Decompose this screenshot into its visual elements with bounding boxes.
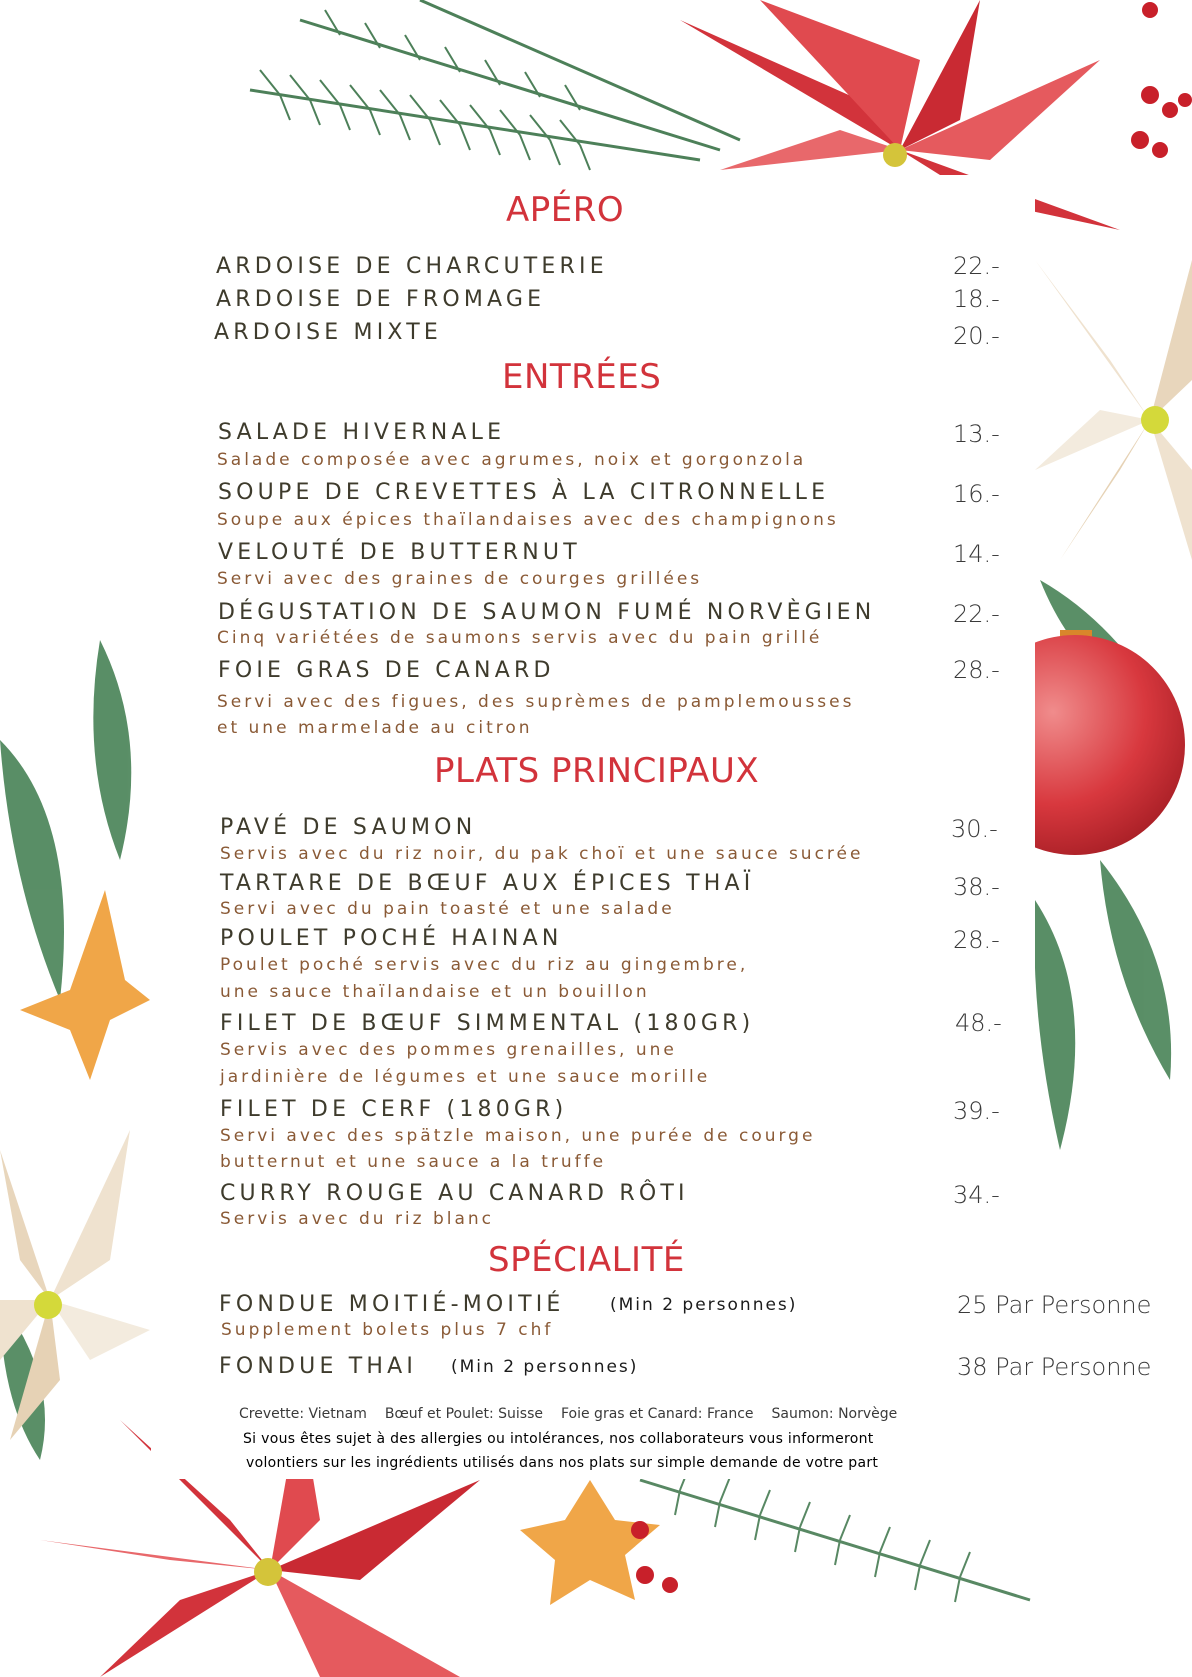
menu-item-description: Soupe aux épices thaïlandaises avec des champignons	[217, 510, 839, 530]
menu-item-description: Servis avec des pommes grenailles, une	[220, 1040, 677, 1060]
menu-item-price: 39.-	[953, 1097, 1000, 1125]
menu-item-price: 16.-	[953, 480, 1000, 508]
menu-item-name: PAVÉ DE SAUMON	[220, 815, 477, 840]
menu-item-name: ARDOISE MIXTE	[214, 320, 443, 345]
menu-item-price: 48.-	[955, 1009, 1002, 1037]
menu-item-name: FILET DE BŒUF SIMMENTAL (180GR)	[220, 1011, 755, 1036]
menu-item-price: 28.-	[953, 656, 1000, 684]
menu-item-description: butternut et une sauce a la truffe	[220, 1152, 607, 1172]
menu-item-name: ARDOISE DE CHARCUTERIE	[216, 254, 608, 279]
berries-icon	[631, 1521, 678, 1593]
pine-branch-icon	[250, 0, 740, 170]
menu-item-description: jardinière de légumes et une sauce morille	[220, 1067, 711, 1087]
section-title-apero: APÉRO	[506, 190, 625, 230]
menu-item-price: 22.-	[953, 600, 1000, 628]
menu-item-name: ARDOISE DE FROMAGE	[216, 287, 546, 312]
menu-item-name: FILET DE CERF (180GR)	[220, 1097, 568, 1122]
origins-line	[239, 1406, 915, 1422]
section-title-entrees: ENTRÉES	[502, 357, 662, 397]
menu-item-name: FOIE GRAS DE CANARD	[218, 658, 555, 683]
star-icon	[520, 1480, 660, 1605]
section-title-specialite: SPÉCIALITÉ	[488, 1240, 685, 1280]
menu-item-price: 20.-	[953, 322, 1000, 350]
menu-item-name: DÉGUSTATION DE SAUMON FUMÉ NORVÈGIEN	[218, 600, 876, 625]
menu-item-description: Supplement bolets plus 7 chf	[221, 1320, 554, 1340]
menu-item-name: TARTARE DE BŒUF AUX ÉPICES THAÏ	[220, 871, 755, 896]
menu-item-description: Cinq variétées de saumons servis avec du pain grillé	[217, 628, 823, 648]
menu-item-description: Servi avec des spätzle maison, une purée de courge	[220, 1126, 816, 1146]
menu-item-description: Servis avec du riz noir, du pak choï et une sauce sucrée	[220, 844, 864, 864]
menu-item-description: Servi avec du pain toasté et une salade	[220, 899, 675, 919]
menu-item-note: (Min 2 personnes)	[610, 1295, 798, 1315]
menu-item-name: VELOUTÉ DE BUTTERNUT	[218, 540, 581, 565]
menu-item-name: FONDUE THAI	[219, 1354, 418, 1379]
menu-item-name: SOUPE DE CREVETTES À LA CITRONNELLE	[218, 480, 830, 505]
menu-item-price: 38.-	[953, 873, 1000, 901]
berries-icon	[1131, 2, 1192, 158]
pine-branch-icon	[640, 1465, 1030, 1602]
poinsettia-white-icon	[1035, 260, 1192, 560]
allergy-notice: volontiers sur les ingrédients utilisés dans nos plats sur simple demande de votre part	[246, 1455, 879, 1471]
origin-item: Bœuf et Poulet: Suisse	[384, 1406, 543, 1422]
menu-item-name: SALADE HIVERNALE	[218, 420, 506, 445]
menu-item-description: Poulet poché servis avec du riz au gingembre,	[220, 955, 749, 975]
menu-item-price: 38 Par Personne	[957, 1353, 1152, 1381]
menu-item-description: une sauce thaïlandaise et un bouillon	[220, 982, 650, 1002]
menu-item-name: CURRY ROUGE AU CANARD RÔTI	[220, 1181, 689, 1206]
menu-item-price: 14.-	[953, 540, 1000, 568]
menu-item-price: 18.-	[953, 285, 1000, 313]
origin-item: Crevette: Vietnam	[239, 1406, 367, 1422]
menu-item-price: 34.-	[953, 1181, 1000, 1209]
menu-item-description: Servi avec des figues, des suprèmes de pamplemousses	[217, 692, 855, 712]
menu-item-price: 13.-	[953, 420, 1000, 448]
origin-item: Saumon: Norvège	[771, 1406, 898, 1422]
menu-item-description: et une marmelade au citron	[217, 718, 533, 738]
menu-item-price: 22.-	[953, 252, 1000, 280]
menu-item-price: 30.-	[951, 815, 998, 843]
menu-item-note: (Min 2 personnes)	[451, 1357, 639, 1377]
menu-item-name: POULET POCHÉ HAINAN	[220, 926, 563, 951]
menu-item-price: 25 Par Personne	[957, 1291, 1152, 1319]
origin-item: Foie gras et Canard: France	[560, 1406, 754, 1422]
menu-item-description: Servi avec des graines de courges grillées	[217, 569, 703, 589]
menu-item-description: Servis avec du riz blanc	[220, 1209, 495, 1229]
allergy-notice: Si vous êtes sujet à des allergies ou intolérances, nos collaborateurs vous informeront	[243, 1431, 874, 1447]
menu-item-description: Salade composée avec agrumes, noix et gorgonzola	[217, 450, 807, 470]
menu-item-price: 28.-	[953, 926, 1000, 954]
menu-item-name: FONDUE MOITIÉ-MOITIÉ	[219, 1292, 565, 1317]
section-title-plats: PLATS PRINCIPAUX	[434, 751, 760, 791]
